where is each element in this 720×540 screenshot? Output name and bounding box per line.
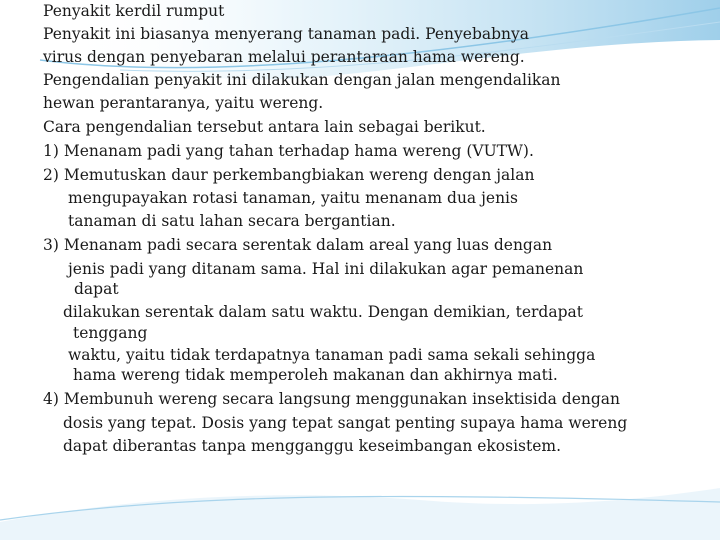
text-line: Cara pengendalian tersebut antara lain sebagai berikut. [43, 118, 486, 136]
list-item-2: 2) Memutuskan daur perkembangbiakan wereng dengan jalan [43, 166, 535, 184]
list-item-3-cont: hama wereng tidak memperoleh makanan dan akhirnya mati. [73, 366, 558, 384]
text-line: hewan perantaranya, yaitu wereng. [43, 94, 324, 112]
list-item-3-cont: dapat [74, 280, 119, 298]
list-item-3-cont: dilakukan serentak dalam satu waktu. Dengan demikian, terdapat [63, 303, 583, 321]
text-line: Penyakit kerdil rumput [43, 2, 225, 20]
list-item-4-cont: dapat diberantas tanpa mengganggu keseimbangan ekosistem. [63, 437, 562, 455]
list-item-4-cont: dosis yang tepat. Dosis yang tepat sangat penting supaya hama wereng [63, 414, 628, 432]
list-item-2-cont: mengupayakan rotasi tanaman, yaitu menanam dua jenis [68, 189, 518, 207]
list-item-3-cont: jenis padi yang ditanam sama. Hal ini dilakukan agar pemanenan [68, 260, 584, 278]
list-item-3: 3) Menanam padi secara serentak dalam areal yang luas dengan [43, 236, 553, 254]
list-item-3-cont: waktu, yaitu tidak terdapatnya tanaman padi sama sekali sehingga [68, 346, 596, 364]
list-item-2-cont: tanaman di satu lahan secara bergantian. [68, 212, 396, 230]
list-item-1: 1) Menanam padi yang tahan terhadap hama wereng (VUTW). [43, 142, 534, 160]
text-line: Penyakit ini biasanya menyerang tanaman padi. Penyebabnya [43, 25, 530, 43]
text-line: virus dengan penyebaran melalui perantaraan hama wereng. [43, 48, 525, 66]
list-item-4: 4) Membunuh wereng secara langsung menggunakan insektisida dengan [43, 390, 621, 408]
list-item-3-cont: tenggang [73, 324, 148, 342]
text-line: Pengendalian penyakit ini dilakukan dengan jalan mengendalikan [43, 71, 561, 89]
